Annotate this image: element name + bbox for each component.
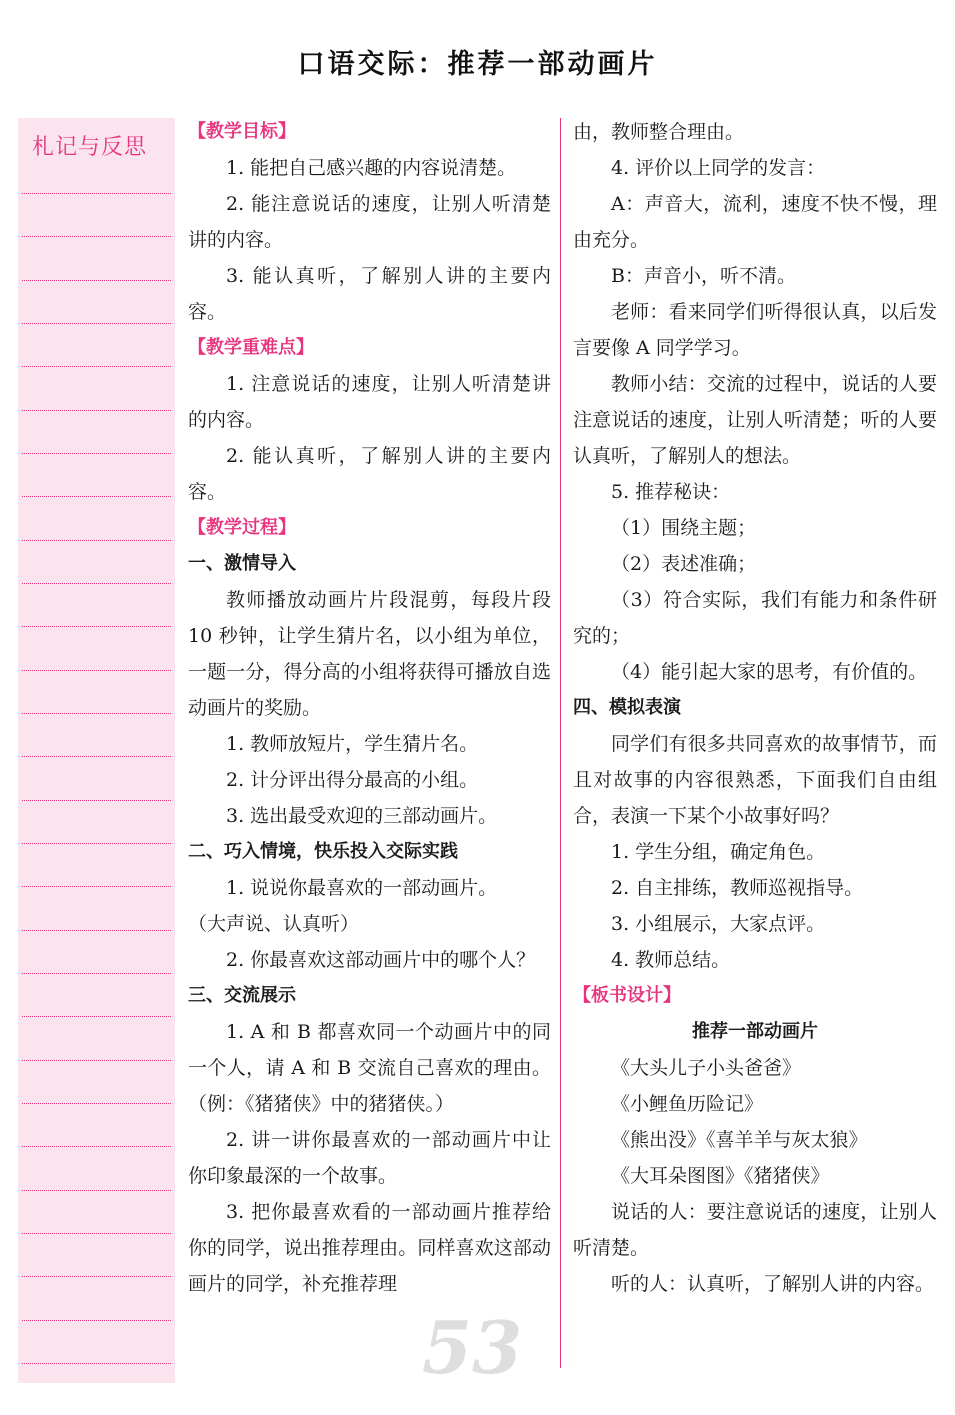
note-line	[22, 1190, 171, 1191]
goal-item: 2. 能注意说话的速度，让别人听清楚讲的内容。	[188, 193, 551, 251]
part1-title: 一、激情导入	[188, 553, 296, 574]
board-listener-note: 听的人：认真听，了解别人讲的内容。	[611, 1273, 935, 1295]
note-line	[22, 886, 171, 887]
note-line	[22, 583, 171, 584]
note-line	[22, 670, 171, 671]
eval-option-a: A：声音大，流利，速度不快不慢，理由充分。	[573, 193, 937, 251]
board-heading: 【板书设计】	[573, 985, 681, 1006]
goal-heading: 【教学目标】	[188, 121, 296, 142]
part1-step: 2. 计分评出得分最高的小组。	[226, 769, 479, 791]
note-line	[22, 1276, 171, 1277]
note-line	[22, 280, 171, 281]
teacher-comment: 老师：看来同学们听得很认真，以后发言要像 A 同学学习。	[573, 301, 937, 359]
note-line	[22, 973, 171, 974]
note-line	[22, 1233, 171, 1234]
board-line: 《大耳朵图图》《猪猪侠》	[611, 1165, 830, 1187]
notes-sidebar	[18, 118, 175, 1383]
left-column	[188, 114, 551, 1369]
note-line	[22, 1320, 171, 1321]
note-line	[22, 756, 171, 757]
note-line	[22, 366, 171, 367]
tip-item: （3）符合实际，我们有能力和条件研究的；	[573, 589, 937, 647]
right-column	[573, 114, 937, 1369]
note-line	[22, 1016, 171, 1017]
part1-intro: 教师播放动画片片段混剪，每段片段 10 秒钟，让学生猜片名，以小组为单位，一题一分，得分高的小组将获得可播放自选动画片的奖励。	[188, 589, 551, 719]
note-line	[22, 236, 171, 237]
key-point-item: 2. 能认真听，了解别人讲的主要内容。	[188, 445, 551, 503]
note-line	[22, 496, 171, 497]
tip-item: （1）围绕主题；	[611, 517, 757, 539]
part2-note: （大声说、认真听）	[188, 913, 360, 935]
board-title: 推荐一部动画片	[692, 1021, 818, 1042]
part4-step: 3. 小组展示，大家点评。	[611, 913, 826, 935]
continued-text: 由，教师整合理由。	[573, 121, 745, 143]
teacher-summary: 教师小结：交流的过程中，说话的人要注意说话的速度，让别人听清楚；听的人要认真听，了解别人的想法。	[573, 373, 937, 467]
board-line: 《大头儿子小头爸爸》	[611, 1057, 802, 1079]
note-line	[22, 1060, 171, 1061]
sidebar-title: 札记与反思	[32, 135, 148, 160]
board-line: 《小鲤鱼历险记》	[611, 1093, 764, 1115]
page-title: 口语交际：推荐一部动画片	[297, 49, 658, 80]
note-line	[22, 626, 171, 627]
note-line	[22, 843, 171, 844]
part4-step: 1. 学生分组，确定角色。	[611, 841, 826, 863]
part2-title: 二、巧入情境，快乐投入交际实践	[188, 841, 458, 862]
note-line	[22, 1103, 171, 1104]
note-line	[22, 540, 171, 541]
part2-step: 1. 说说你最喜欢的一部动画片。	[226, 877, 498, 899]
part4-intro: 同学们有很多共同喜欢的故事情节，而且对故事的内容很熟悉，下面我们自由组合，表演一下某个小故事好吗？	[573, 733, 937, 827]
process-heading: 【教学过程】	[188, 517, 296, 538]
tips-heading: 5. 推荐秘诀：	[611, 481, 731, 503]
part2-step: 2. 你最喜欢这部动画片中的哪个人？	[226, 949, 536, 971]
eval-step: 4. 评价以上同学的发言：	[611, 157, 826, 179]
tip-item: （4）能引起大家的思考，有价值的。	[611, 661, 928, 683]
key-point-item: 1. 注意说话的速度，让别人听清楚讲的内容。	[188, 373, 551, 431]
note-line	[22, 1146, 171, 1147]
eval-option-b: B：声音小，听不清。	[611, 265, 796, 287]
note-line	[22, 713, 171, 714]
page-number: 53	[422, 1305, 523, 1390]
goal-item: 1. 能把自己感兴趣的内容说清楚。	[226, 157, 517, 179]
column-divider	[560, 118, 561, 1368]
part4-title: 四、模拟表演	[573, 697, 681, 718]
tip-item: （2）表述准确；	[611, 553, 757, 575]
part1-step: 1. 教师放短片，学生猜片名。	[226, 733, 479, 755]
part3-step: 3. 把你最喜欢看的一部动画片推荐给你的同学，说出推荐理由。同样喜欢这部动画片的同学，补充推荐理	[188, 1201, 551, 1295]
note-line	[22, 410, 171, 411]
board-speaker-note: 说话的人：要注意说话的速度，让别人听清楚。	[573, 1201, 937, 1259]
note-line	[22, 800, 171, 801]
part3-step: 2. 讲一讲你最喜欢的一部动画片中让你印象最深的一个故事。	[188, 1129, 551, 1187]
board-line: 《熊出没》《喜羊羊与灰太狼》	[611, 1129, 868, 1151]
note-line	[22, 930, 171, 931]
part1-step: 3. 选出最受欢迎的三部动画片。	[226, 805, 498, 827]
note-line	[22, 323, 171, 324]
part3-step: 1. A 和 B 都喜欢同一个动画片中的同一个人，请 A 和 B 交流自己喜欢的理由。（例：《猪猪侠》中的猪猪侠。）	[188, 1021, 551, 1115]
note-line	[22, 453, 171, 454]
part4-step: 2. 自主排练，教师巡视指导。	[611, 877, 864, 899]
part4-step: 4. 教师总结。	[611, 949, 731, 971]
part3-title: 三、交流展示	[188, 985, 296, 1006]
goal-item: 3. 能认真听，了解别人讲的主要内容。	[188, 265, 551, 323]
note-line	[22, 1363, 171, 1364]
note-line	[22, 193, 171, 194]
key-points-heading: 【教学重难点】	[188, 337, 314, 358]
